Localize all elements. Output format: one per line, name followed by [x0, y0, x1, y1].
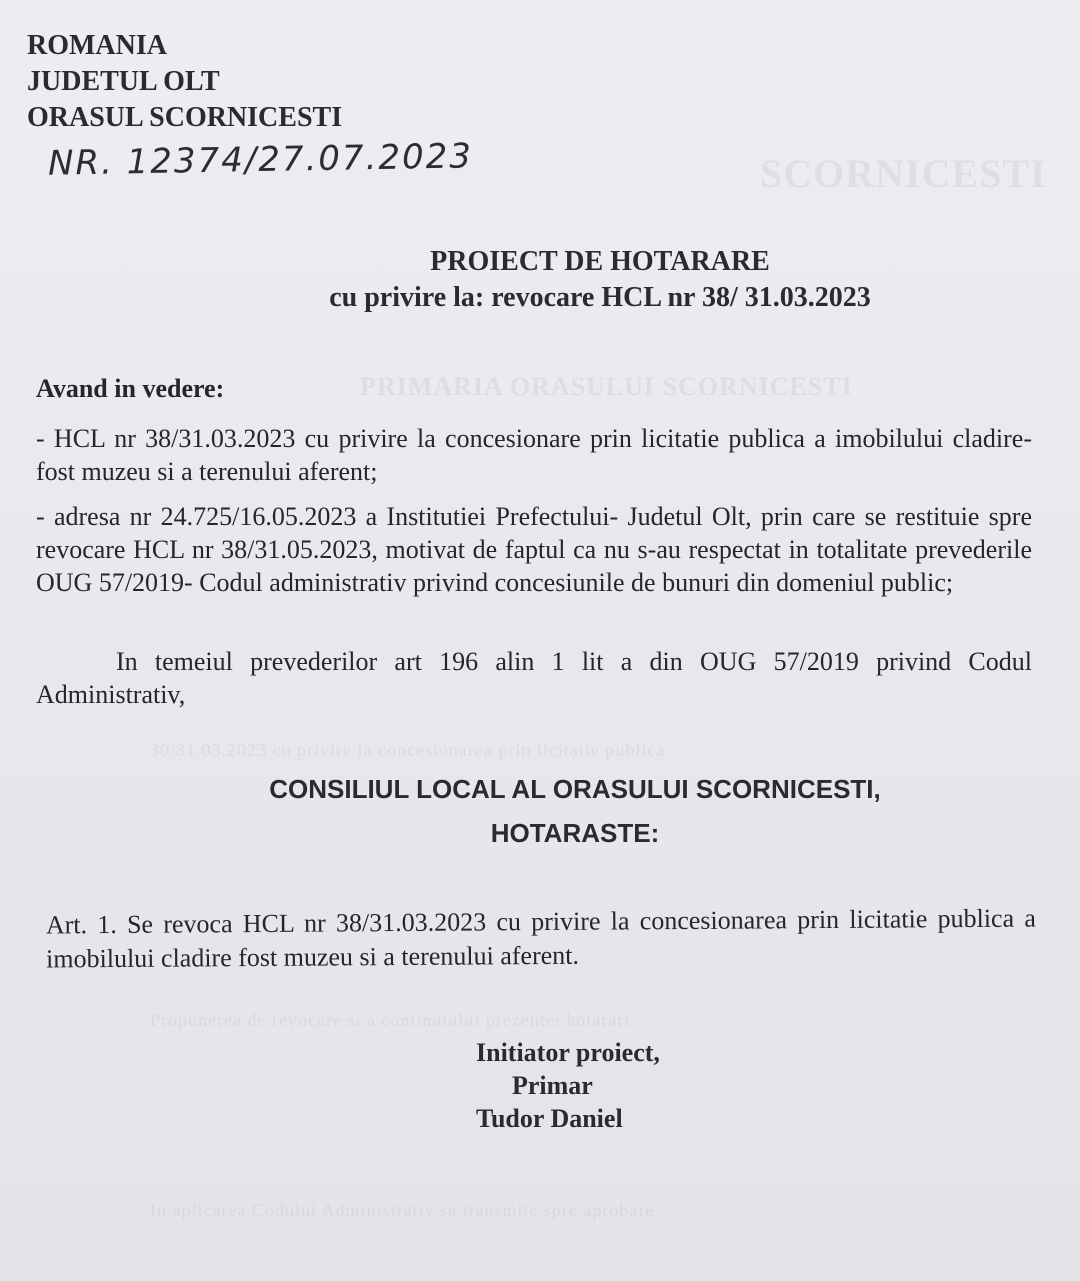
preamble-item-2: - adresa nr 24.725/16.05.2023 a Institutiei Prefectului- Judetul Olt, prin care se restituie spre revocare HCL nr 38/31.05.2023, motivat de faptul ca nu s-au respectat in totalitate prevederile OUG 57/2019- Codul administrativ privind concesiunile de bunuri din domeniul public;: [36, 502, 1032, 597]
header-country: ROMANIA: [27, 30, 167, 61]
bleed-through-text: PRIMARIA ORASULUI SCORNICESTI: [360, 372, 853, 401]
header-county: JUDETUL OLT: [27, 66, 220, 97]
signature-block: [476, 1036, 660, 1135]
bleed-through-text: SCORNICESTI: [760, 151, 1047, 196]
preamble-item-1: - HCL nr 38/31.03.2023 cu privire la concesionare prin licitatie publica a imobilului cladire- fost muzeu si a terenului aferent;: [36, 424, 1032, 486]
signature-name: Tudor Daniel: [476, 1104, 623, 1133]
council-decides: HOTARASTE:: [490, 818, 660, 848]
document-subject: cu privire la: revocare HCL nr 38/ 31.03.2023: [329, 282, 871, 313]
signature-role: Primar: [512, 1071, 593, 1100]
council-name: CONSILIUL LOCAL AL ORASULUI SCORNICESTI,: [269, 774, 881, 804]
legal-basis: In temeiul prevederilor art 196 alin 1 lit a din OUG 57/2019 privind Codul Administrativ,: [36, 647, 1032, 709]
header-town: ORASUL SCORNICESTI: [27, 102, 343, 133]
preamble-intro: Avand in vedere:: [36, 374, 225, 403]
bleed-through-text: 30/31.03.2023 cu privire la concesionarea prin licitatie publica: [150, 740, 666, 760]
document-header: [27, 28, 342, 136]
article-1: Art. 1. Se revoca HCL nr 38/31.03.2023 cu privire la concesionarea prin licitatie publica a imobilului cladire fost muzeu si a terenului aferent.: [45, 903, 1036, 974]
bleed-through-text: In aplicarea Codului Administrativ se transmite spre aprobare: [150, 1200, 655, 1220]
signature-initiator: Initiator proiect,: [476, 1038, 660, 1067]
bleed-through-text: Propunerea de revocare si a continutului prezentei hotarari: [150, 1010, 631, 1030]
document-title: PROIECT DE HOTARARE: [430, 246, 770, 277]
registration-number: NR. 12374/27.07.2023: [47, 136, 474, 184]
